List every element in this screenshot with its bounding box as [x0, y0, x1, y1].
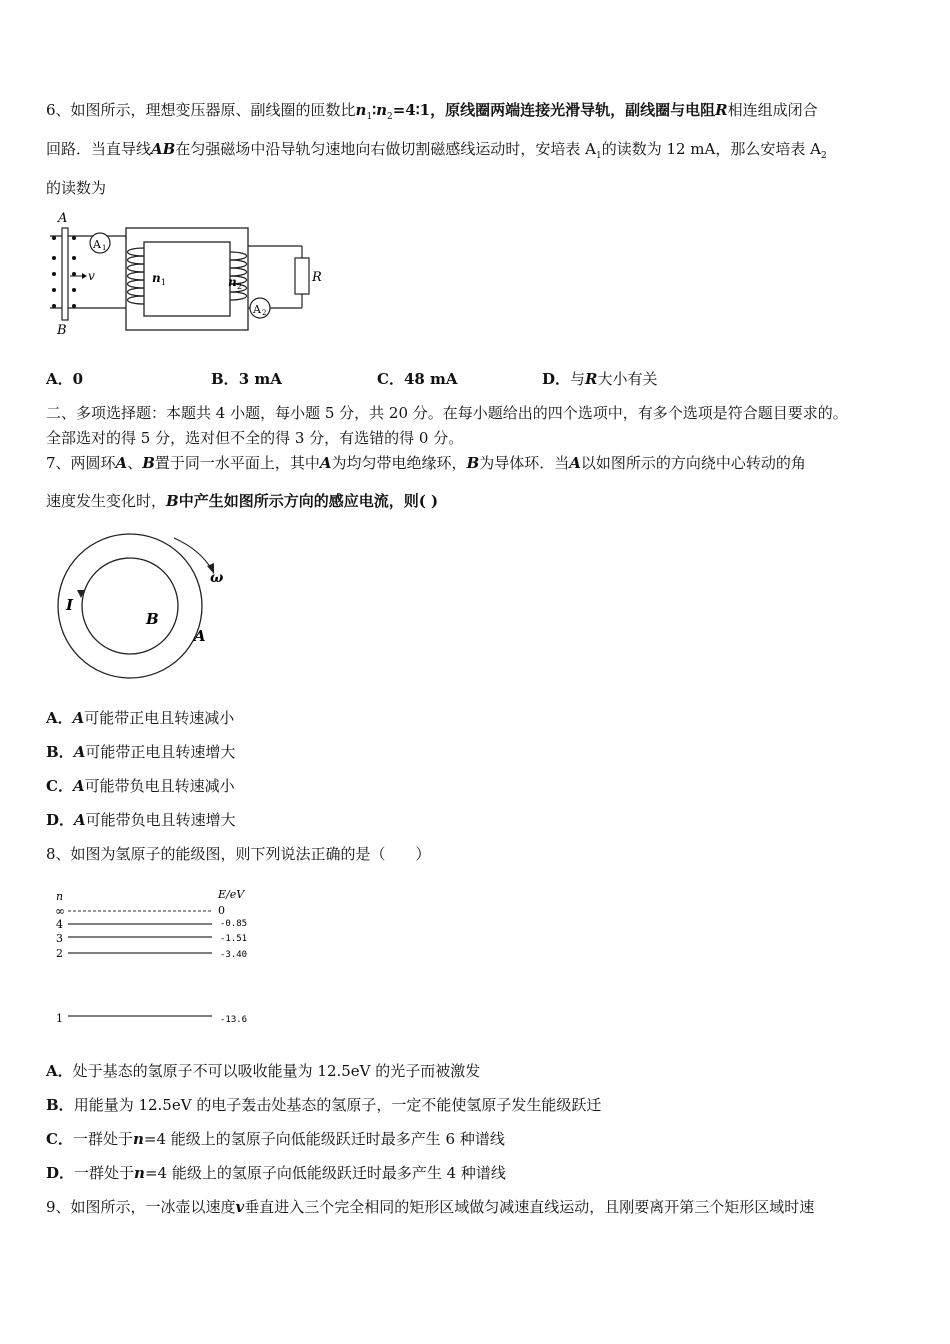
section2-instructions-line2: 全部选对的得 5 分，选对但不全的得 3 分，有选错的得 0 分。 [46, 429, 464, 447]
hydrogen-energy-level-diagram [50, 884, 270, 1029]
svg-text:4: 4 [56, 918, 63, 931]
svg-text:I: I [66, 596, 74, 614]
q6-option-d[interactable]: D．与R大小有关 [542, 370, 658, 388]
section2-instructions-line1: 二、多项选择题：本题共 4 小题，每小题 5 分，共 20 分。在每小题给出的四个选项中，有多个选项是符合题目要求的。 [46, 404, 848, 422]
q7-option-a[interactable]: A．A可能带正电且转速减小 [46, 709, 235, 727]
q6-stem-line3: 的读数为 [46, 179, 107, 197]
svg-text:n: n [56, 890, 64, 903]
q6-option-c[interactable]: C．48 mA [377, 370, 458, 388]
svg-text:v: v [88, 269, 95, 283]
svg-text:ω: ω [210, 570, 224, 586]
rings-diagram [44, 530, 234, 685]
svg-text:-13.6: -13.6 [220, 1015, 248, 1025]
svg-text:A: A [58, 211, 68, 226]
q8-stem: 8、如图为氢原子的能级图，则下列说法正确的是（ ） [46, 845, 431, 863]
svg-text:A: A [93, 238, 101, 251]
q6-stem-line1: 6、如图所示，理想变压器原、副线圈的匝数比$n_1∶n_2=4∶1$，原线圈两端连接光滑导轨，副线圈与电阻R相连组成闭合 [46, 101, 818, 122]
q7-stem-line2: 速度发生变化时，B中产生如图所示方向的感应电流，则( ) [46, 492, 439, 510]
svg-text:-3.40: -3.40 [220, 950, 248, 960]
svg-text:2: 2 [237, 282, 243, 291]
q6-option-b[interactable]: B．3 mA [211, 370, 282, 388]
svg-text:n: n [152, 271, 161, 285]
svg-text:∞: ∞ [55, 904, 65, 918]
svg-text:1: 1 [102, 244, 107, 252]
svg-text:A: A [194, 627, 206, 645]
svg-text:1: 1 [161, 278, 167, 287]
svg-text:-0.85: -0.85 [220, 919, 248, 929]
q7-option-b[interactable]: B．A可能带正电且转速增大 [46, 743, 236, 761]
q8-option-c[interactable]: C．一群处于n=4 能级上的氢原子向低能级跃迁时最多产生 6 种谱线 [46, 1130, 505, 1148]
svg-text:A: A [253, 303, 261, 316]
svg-text:2: 2 [56, 947, 63, 960]
svg-text:n: n [228, 275, 237, 289]
q6-stem-line2: 回路．当直导线AB在匀强磁场中沿导轨匀速地向右做切割磁感线运动时，安培表 $A_1$的读数为 12 mA，那么安培表 $A_2$ [46, 140, 827, 161]
svg-text:B: B [146, 610, 159, 628]
q7-option-c[interactable]: C．A可能带负电且转速减小 [46, 777, 235, 795]
svg-text:1: 1 [56, 1012, 63, 1025]
q9-stem-line1: 9、如图所示，一冰壶以速度v垂直进入三个完全相同的矩形区域做匀减速直线运动，且刚要离开第三个矩形区域时速 [46, 1198, 815, 1216]
svg-text:2: 2 [262, 309, 267, 317]
svg-text:E/eV: E/eV [218, 888, 245, 901]
q6-option-a[interactable]: A．0 [46, 370, 84, 388]
transformer-circuit-diagram [44, 208, 334, 338]
svg-text:B: B [57, 323, 67, 338]
q8-option-a[interactable]: A．处于基态的氢原子不可以吸收能量为 12.5eV 的光子而被激发 [46, 1062, 481, 1080]
svg-text:R: R [312, 270, 322, 285]
q7-option-d[interactable]: D．A可能带负电且转速增大 [46, 811, 236, 829]
q7-stem-line1: 7、两圆环A、B置于同一水平面上，其中A为均匀带电绝缘环，B为导体环．当A以如图所示的方向绕中心转动的角 [46, 454, 806, 472]
q8-option-d[interactable]: D．一群处于n=4 能级上的氢原子向低能级跃迁时最多产生 4 种谱线 [46, 1164, 506, 1182]
svg-text:-1.51: -1.51 [220, 934, 248, 944]
svg-text:3: 3 [56, 932, 63, 945]
q8-option-b[interactable]: B．用能量为 12.5eV 的电子轰击处基态的氢原子，一定不能使氢原子发生能级跃迁 [46, 1096, 602, 1114]
svg-text:0: 0 [218, 904, 225, 917]
